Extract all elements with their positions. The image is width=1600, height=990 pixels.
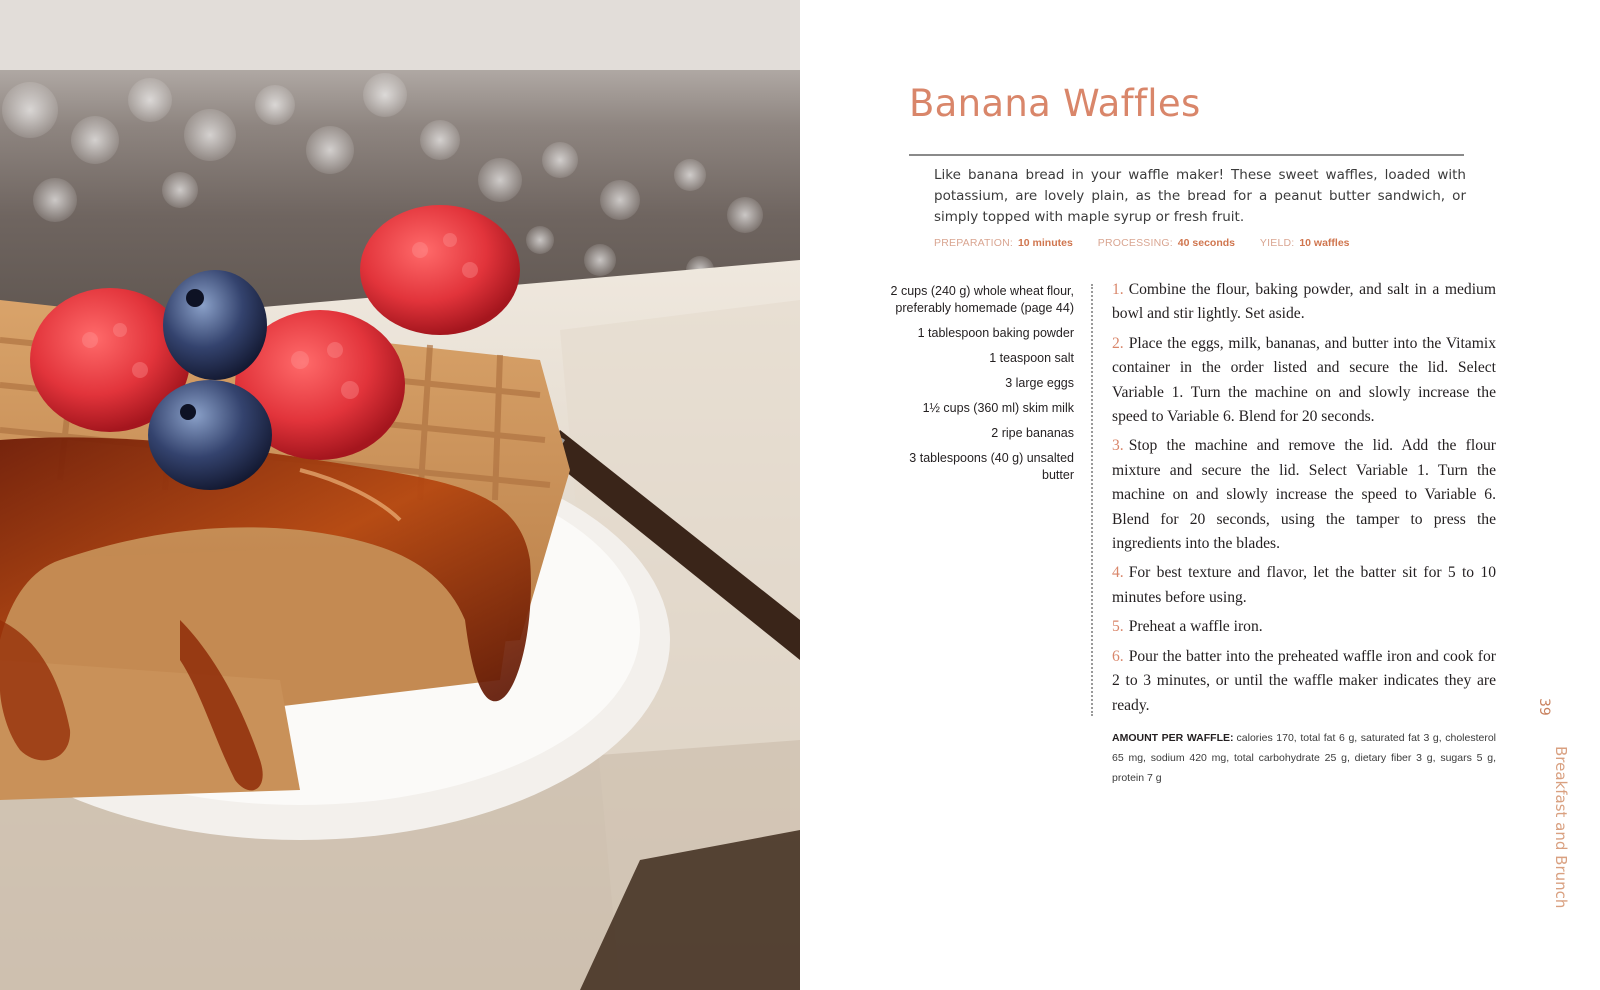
dotted-divider [1091,284,1093,716]
step-list [1112,278,1496,723]
step-text: Place the eggs, milk, bananas, and butter into the Vitamix container in the order listed and secure the lid. Select Variable 1. Turn the machine on and slowly increase the speed to Variable 6. Blend for 20 seconds. [1112,334,1496,426]
step-text: Combine the flour, baking powder, and salt in a medium bowl and stir lightly. Set aside. [1112,281,1496,323]
ingredient-item: 3 large eggs [1005,376,1074,390]
ingredient-item: 2 cups (240 g) whole wheat flour, preferably homemade (page 44) [890,284,1074,315]
step-text: Pour the batter into the preheated waffle iron and cook for 2 to 3 minutes, or until the waffle maker indicates they are ready. [1112,647,1496,714]
step-text: For best texture and flavor, let the batter sit for 5 to 10 minutes before using. [1112,564,1496,606]
recipe-intro: Like banana bread in your waffle maker! These sweet waffles, loaded with potassium, are lovely plain, as the bread for a peanut butter sandwich, or simply topped with maple syrup or fresh fruit. [934,167,1466,225]
step-number: 3. [1112,437,1124,455]
ingredient-item: 1 tablespoon baking powder [917,326,1074,340]
step-item [1112,615,1496,639]
step-item [1112,332,1496,430]
nutrition-text: calories 170, total fat 6 g, saturated fat 3 g, cholesterol 65 mg, sodium 420 mg, total carbohydrate 25 g, dietary fiber 3 g, sugars 5 g, protein 7 g [1112,732,1497,784]
step-item [1112,278,1496,327]
section-name: Breakfast and Brunch [1552,746,1570,909]
step-number: 4. [1112,564,1124,582]
step-number: 5. [1112,618,1124,636]
nutrition-label: AMOUNT PER WAFFLE: [1112,732,1234,744]
ingredient-item: 3 tablespoons (40 g) unsalted butter [909,451,1074,482]
step-number: 1. [1112,281,1124,298]
yield-value: 10 waffles [1299,237,1350,249]
step-text: Preheat a waffle iron. [1128,618,1263,636]
ingredient-list [888,283,1074,492]
preparation-label: PREPARATION: [934,237,1014,249]
yield-label: YIELD: [1259,237,1295,249]
recipe-page [800,0,1600,990]
processing-label: PROCESSING: [1097,237,1173,249]
preparation-value: 10 minutes [1017,237,1073,249]
step-text: Stop the machine and remove the lid. Add the flour mixture and secure the lid. Select Variable 1. Turn the machine on and slowly increase the speed to Variable 6. Blend for 20 seconds, using the tamper to press the ingredients into the blades. [1112,437,1496,553]
title-rule [909,154,1464,156]
page-number: 39 [1536,698,1552,716]
step-item [1112,561,1496,610]
processing-value: 40 seconds [1177,237,1235,249]
step-item [1112,645,1496,718]
ingredient-item: 2 ripe bananas [991,426,1074,440]
step-number: 6. [1112,647,1124,665]
recipe-title: Banana Waffles [909,82,1201,125]
step-number: 2. [1112,334,1124,352]
ingredient-item: 1½ cups (360 ml) skim milk [922,401,1074,415]
recipe-meta [934,237,1372,249]
nutrition-info [1112,728,1496,788]
step-item [1112,434,1496,556]
ingredient-item: 1 teaspoon salt [989,351,1074,365]
